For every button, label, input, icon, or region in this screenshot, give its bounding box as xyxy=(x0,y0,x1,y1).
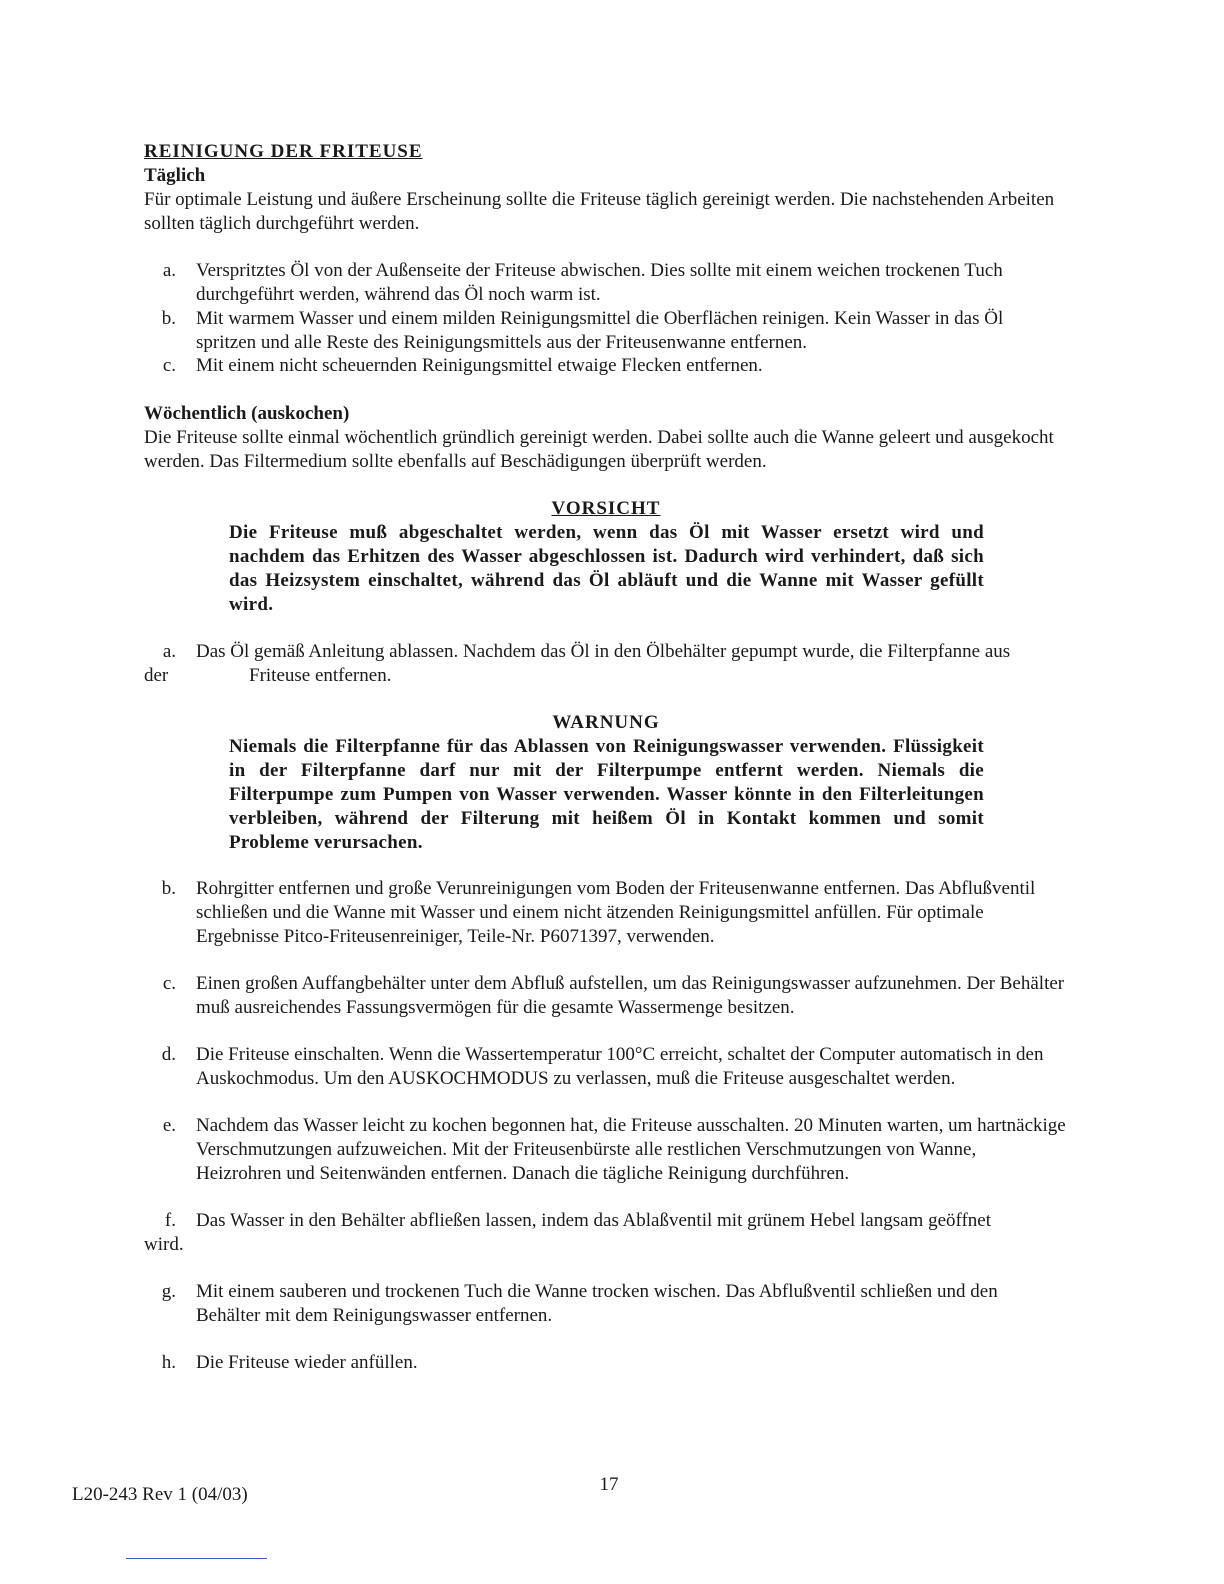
item-text: Nachdem das Wasser leicht zu kochen begonnen hat, die Friteuse ausschalten. 20 Minuten warten, um hartnäckige Verschmutzungen aufzuweichen. Mit der Friteusenbürste alle restlichen Verschmutzungen von Wanne, Heizrohren und Seitenwänden entfernen. Danach die tägliche Reinigung durchführen. xyxy=(196,1115,1066,1184)
daily-title: Täglich xyxy=(144,165,206,186)
item-label: a. xyxy=(162,260,176,281)
item-text: Verspritztes Öl von der Außenseite der Friteuse abwischen. Dies sollte mit einem weichen trockenen Tuch durchgeführt werden, während das Öl noch warm ist. xyxy=(196,260,1003,305)
document-id: L20-243 Rev 1 (04/03) xyxy=(72,1484,248,1505)
item-text: Das Wasser in den Behälter abfließen lassen, indem das Ablaßventil mit grünem Hebel langsam geöffnet xyxy=(196,1210,992,1231)
item-label: e. xyxy=(162,1115,176,1136)
item-text: Mit einem nicht scheuernden Reinigungsmittel etwaige Flecken entfernen. xyxy=(196,355,763,376)
item-label: b. xyxy=(161,878,176,899)
weekly-intro: Die Friteuse sollte einmal wöchentlich gründlich gereinigt werden. Dabei sollte auch die Wanne geleert und ausgekocht werden. Das Filtermedium sollte ebenfalls auf Beschädigungen überprüft werden. xyxy=(144,427,1054,472)
item-text: Mit warmem Wasser und einem milden Reinigungsmittel die Oberflächen reinigen. Kein Wasser in das Öl spritzen und alle Reste des Reinigungsmittels aus der Friteusenwanne entfernen. xyxy=(196,308,1004,353)
item-text: Einen großen Auffangbehälter unter dem Abfluß aufstellen, um das Reinigungswasser aufzunehmen. Der Behälter muß ausreichendes Fassungsvermögen für die gesamte Wassermenge besitzen. xyxy=(196,973,1065,1018)
warning-title: WARNUNG xyxy=(552,712,660,733)
item-label: a. xyxy=(162,641,176,662)
item-label: f. xyxy=(164,1210,176,1231)
item-label: g. xyxy=(161,1281,176,1302)
item-text: Die Friteuse einschalten. Wenn die Wassertemperatur 100°C erreicht, schaltet der Computer automatisch in den Auskochmodus. Um den AUSKOCHMODUS zu verlassen, muß die Friteuse ausgeschaltet werden. xyxy=(196,1044,1044,1089)
item-label: c. xyxy=(162,973,176,994)
item-text: Rohrgitter entfernen und große Verunreinigungen vom Boden der Friteusenwanne entfernen. Das Abflußventil schließen und die Wanne mit Wasser und einem nicht ätzenden Reinigungsmittel anfüllen. Für optimale Ergebnisse Pitco-Friteusenreiniger, Teile-Nr. P6071397, verwenden. xyxy=(196,878,1036,947)
footer-rule xyxy=(126,1558,267,1559)
page-number: 17 xyxy=(599,1474,619,1495)
daily-intro: Für optimale Leistung und äußere Erscheinung sollte die Friteuse täglich gereinigt werden. Die nachstehenden Arbeiten sollten täglich durchgeführt werden. xyxy=(144,189,1055,234)
warning-text: Niemals die Filterpfanne für das Ablassen von Reinigungswasser verwenden. Flüssigkeit in der Filterpfanne darf nur mit der Filterpumpe entfernt werden. Niemals die Filterpumpe zum Pumpen von Wasser verwenden. Wasser könnte in den Filterleitungen verbleiben, während der Filterung mit heißem Öl in Kontakt kommen und somit Probleme verursachen. xyxy=(229,736,984,853)
step-f-wrap: wird. xyxy=(144,1234,184,1255)
item-label: b. xyxy=(161,308,176,329)
item-label: h. xyxy=(161,1352,176,1373)
step-a-wrap-prefix: der xyxy=(144,665,169,686)
section-heading: REINIGUNG DER FRITEUSE xyxy=(144,141,423,162)
item-text: Das Öl gemäß Anleitung ablassen. Nachdem das Öl in den Ölbehälter gepumpt wurde, die Filterpfanne aus xyxy=(196,641,1011,662)
item-text: Die Friteuse wieder anfüllen. xyxy=(196,1352,418,1373)
item-text: Mit einem sauberen und trockenen Tuch die Wanne trocken wischen. Das Abflußventil schließen und den Behälter mit dem Reinigungswasser entfernen. xyxy=(196,1281,998,1326)
step-a-wrap-rest: Friteuse entfernen. xyxy=(249,665,392,686)
caution-text: Die Friteuse muß abgeschaltet werden, wenn das Öl mit Wasser ersetzt wird und nachdem das Erhitzen des Wasser abgeschlossen ist. Dadurch wird verhindert, daß sich das Heizsystem einschaltet, während das Öl abläuft und die Wanne mit Wasser gefüllt wird. xyxy=(229,522,984,615)
caution-title: VORSICHT xyxy=(551,498,661,519)
weekly-title: Wöchentlich (auskochen) xyxy=(144,403,350,424)
item-label: d. xyxy=(161,1044,176,1065)
item-label: c. xyxy=(162,355,176,376)
